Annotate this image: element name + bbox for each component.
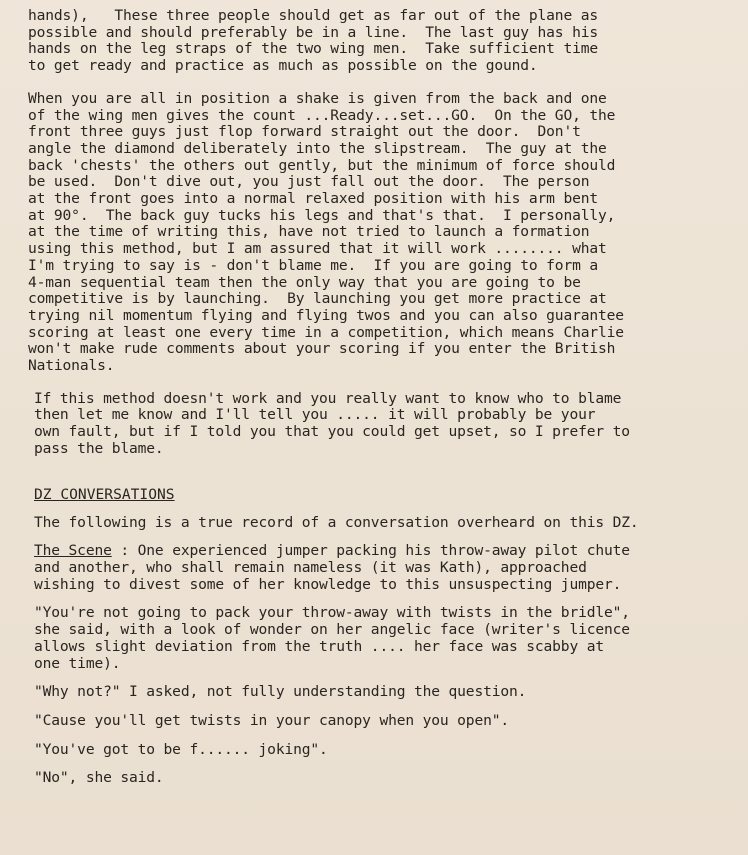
text-line: When you are all in position a shake is given from the back and one: [28, 89, 607, 107]
text-line: hands on the leg straps of the two wing men. Take sufficient time: [28, 40, 598, 58]
dialogue-quote-1: [34, 605, 728, 672]
text-line: I'm trying to say is - don't blame me. If you are going to form a: [28, 256, 598, 274]
text-line: competitive is by launching. By launching you get more practice at: [28, 290, 607, 308]
text-line: then let me know and I'll tell you ..... it will probably be your: [34, 406, 596, 424]
paragraph-blame: [34, 391, 728, 458]
text-line: she said, with a look of wonder on her angelic face (writer's licence: [34, 621, 630, 639]
dialogue-quote-2: [34, 684, 728, 701]
text-line: own fault, but if I told you that you could get upset, so I prefer to: [34, 423, 630, 441]
text-line: won't make rude comments about your scoring if you enter the British: [28, 340, 616, 358]
text-line: allows slight deviation from the truth .... her face was scabby at: [34, 637, 604, 655]
text-line: Nationals.: [28, 357, 115, 375]
text-line: and another, who shall remain nameless (it was Kath), approached: [34, 558, 587, 576]
text-line: wishing to divest some of her knowledge to this unsuspecting jumper.: [34, 575, 622, 593]
text-line: "Why not?" I asked, not fully understanding the question.: [34, 683, 527, 701]
text-line: one time).: [34, 654, 121, 672]
text-line: 4-man sequential team then the only way that you are going to be: [28, 273, 581, 291]
dialogue-quote-4: [34, 742, 728, 759]
text-line: "You're not going to pack your throw-away with twists in the bridle",: [34, 604, 630, 622]
text-line: hands), These three people should get as far out of the plane as: [28, 7, 598, 24]
dialogue-quote-3: [34, 713, 728, 730]
text-line: be used. Don't dive out, you just fall out the door. The person: [28, 173, 590, 191]
text-line: pass the blame.: [34, 439, 164, 457]
scene-text: : One experienced jumper packing his throw-away pilot chute: [111, 542, 630, 560]
text-line: at 90°. The back guy tucks his legs and that's that. I personally,: [28, 206, 616, 224]
text-line: scoring at least one every time in a competition, which means Charlie: [28, 323, 624, 341]
text-line: "Cause you'll get twists in your canopy when you open".: [34, 711, 509, 729]
text-line: [34, 543, 728, 560]
text-line: of the wing men gives the count ...Ready...set...GO. On the GO, the: [28, 106, 616, 124]
text-line: angle the diamond deliberately into the slipstream. The guy at the: [28, 139, 607, 157]
paragraph-intro: [34, 515, 728, 532]
text-line: If this method doesn't work and you really want to know who to blame: [34, 389, 622, 407]
section-heading: DZ CONVERSATIONS: [34, 485, 175, 503]
text-line: back 'chests' the others out gently, but the minimum of force should: [28, 156, 616, 174]
text-line: possible and should preferably be in a line. The last guy has his: [28, 23, 598, 41]
dialogue-quote-5: [34, 770, 728, 787]
paragraph-scene: [34, 543, 728, 593]
text-line: "No", she said.: [34, 769, 164, 787]
text-line: front three guys just flop forward straight out the door. Don't: [28, 123, 581, 141]
paragraph-launch-method: [28, 91, 728, 375]
paragraph-launch-setup: [28, 8, 728, 75]
text-line: at the time of writing this, have not tried to launch a formation: [28, 223, 590, 241]
text-line: using this method, but I am assured that it will work ........ what: [28, 240, 607, 258]
text-line: to get ready and practice as much as possible on the gound.: [28, 57, 538, 75]
text-line: at the front goes into a normal relaxed position with his arm bent: [28, 190, 598, 208]
text-line: trying nil momentum flying and flying twos and you can also guarantee: [28, 306, 624, 324]
text-line: The following is a true record of a conversation overheard on this DZ.: [34, 513, 639, 531]
text-line: "You've got to be f...... joking".: [34, 740, 328, 758]
scene-label: The Scene: [34, 542, 112, 560]
